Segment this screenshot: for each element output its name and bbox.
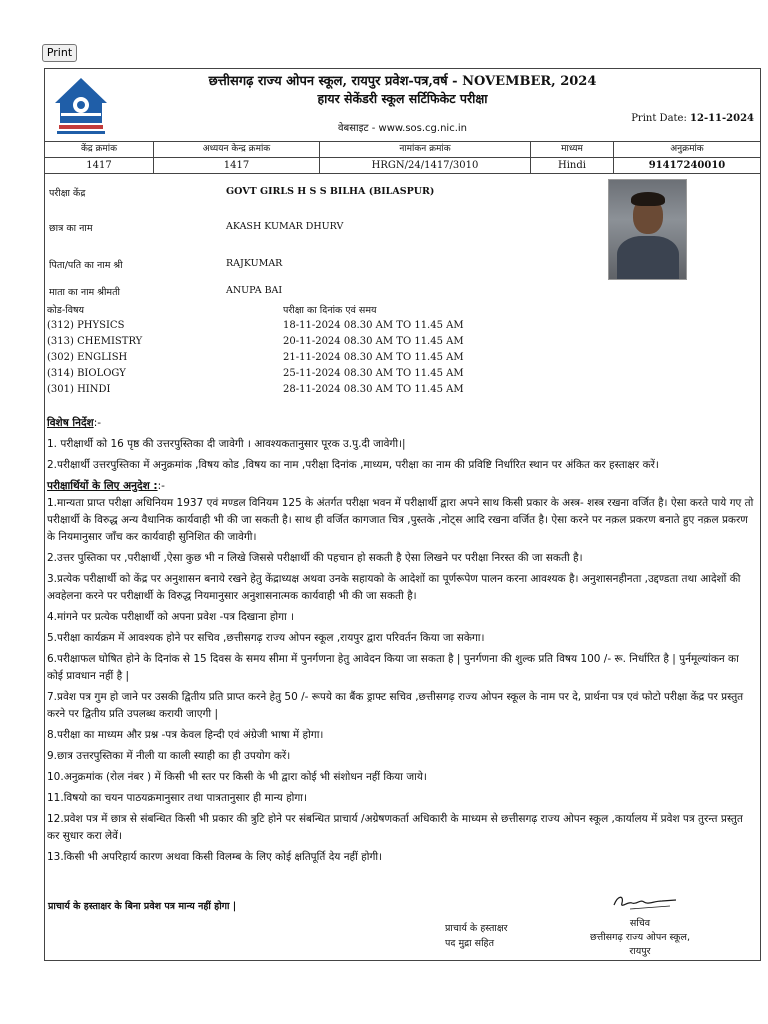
table-cell: HRGN/24/1417/3010 [320,158,531,174]
print-date-value: 12-11-2024 [690,113,754,124]
table-cell: 1417 [45,158,154,174]
special-heading-suffix: :- [93,417,102,429]
exam-centre-label: परीक्षा केंद्र [49,188,86,199]
subject-code: (313) CHEMISTRY [47,336,143,347]
subject-date: 18-11-2024 08.30 AM TO 11.45 AM [283,320,464,331]
instruction-item: 3.प्रत्येक परीक्षार्थी को केंद्र पर अनुशासन बनाये रखने हेतु केंद्राध्यक्ष अथवा उनके सहायको के आदेशों का पूर्णरूपेण पालन करना आवश्यक है। अनुशासनहीनता ,उद्दण्डता तथा आदेशों की अवहेलना करने पर परीक्षार्थी के विरुद्ध नियमानुसार अनुशासनात्मक कार्यवाही भी की जा सकती है। [47,573,741,602]
table-cell: 1417 [154,158,320,174]
secretary-signature [610,891,680,913]
subject-date: 25-11-2024 08.30 AM TO 11.45 AM [283,368,464,379]
table-header: केंद्र क्रमांक [45,142,154,158]
website-text: वेबसाइट - www.sos.cg.nic.in [338,123,467,134]
photo-hair [631,192,665,206]
principal-signature-block [445,921,508,951]
exam-centre-value: GOVT GIRLS H S S BILHA (BILASPUR) [226,186,435,197]
secretary-block [580,917,700,959]
info-table [44,141,761,174]
subject-code: (312) PHYSICS [47,320,125,331]
page-title: छत्तीसगढ़ राज्य ओपन स्कूल, रायपुर प्रवेश-पत्र,वर्ष - NOVEMBER, 2024 [208,74,597,89]
subject-code-header: कोड-विषय [47,305,85,316]
print-button[interactable]: Print [42,44,77,62]
print-date-label: Print Date: [631,113,687,124]
instruction-item: 11.विषयो का चयन पाठयक्रमानुसार तथा पात्रतानुसार ही मान्य होगा। [47,792,308,804]
instruction-item: 13.किसी भी अपरिहार्य कारण अथवा किसी विलम्ब के लिए कोई क्षतिपूर्ति देय नहीं होगी। [47,851,383,863]
instruction-item: 6.परीक्षाफल घोषित होने के दिनांक से 15 दिवस के समय सीमा में पुनर्गणना हेतु आवेदन किया जा सकता है | पुनर्गणना की शुल्क प्रति विषय 100 /- रू. निर्धारित है | पुर्नमूल्यांकन का कोई प्रावधान नहीं है | [47,653,739,682]
subject-code: (301) HINDI [47,384,111,395]
instruction-item: 9.छात्र उत्तरपुस्तिका में नीली या काली स्याही का ही उपयोग करें। [47,750,291,762]
table-header: अनुक्रमांक [614,142,761,158]
student-photo [608,179,687,280]
instruction-item: 4.मांगने पर प्रत्येक परीक्षार्थी को अपना प्रवेश -पत्र दिखाना होगा । [47,611,295,623]
principal-line1: प्राचार्य के हस्ताक्षर [445,923,508,934]
special-instructions [47,415,757,870]
instruction-item: 2.उत्तर पुस्तिका पर ,परीक्षार्थी ,ऐसा कुछ भी न लिखे जिससे परीक्षार्थी की पहचान हो सकती है ऐसा लिखने पर परीक्षा निरस्त की जा सकती है। [47,552,583,564]
instruction-item: 8.परीक्षा का माध्यम और प्रश्न -पत्र केवल हिन्दी एवं अंग्रेजी भाषा में होगा। [47,729,324,741]
table-cell: Hindi [531,158,614,174]
instruction-item: 1. परीक्षार्थी को 16 पृष्ठ की उत्तरपुस्तिका दी जावेगी । आवश्यकतानुसार पूरक उ.पु.दी जावेगी।| [47,438,406,450]
secretary-line2: छत्तीसगढ़ राज्य ओपन स्कूल, [590,932,690,943]
student-name-label: छात्र का नाम [49,223,93,234]
table-header: अध्ययन केन्द्र क्रमांक [154,142,320,158]
table-header: माध्यम [531,142,614,158]
subject-code: (314) BIOLOGY [47,368,126,379]
admit-card [44,68,761,961]
subject-code: (302) ENGLISH [47,352,128,363]
print-date [631,113,754,124]
table-header: नामांकन क्रमांक [320,142,531,158]
discipline-heading-suffix: :- [157,480,165,492]
instruction-item: 5.परीक्षा कार्यक्रम में आवश्यक होने पर सचिव ,छत्तीसगढ़ राज्य ओपन स्कूल ,रायपुर द्वारा परिवर्तन किया जा सकेगा। [47,632,485,644]
exam-date-header: परीक्षा का दिनांक एवं समय [283,305,377,316]
discipline-heading: परीक्षार्थियों के लिए अनुदेश : [47,480,158,492]
instruction-item: 7.प्रवेश पत्र गुम हो जाने पर उसकी द्वितीय प्रति प्राप्त करने हेतु 50 /- रूपये का बैंक ड्राफ्ट सचिव ,छत्तीसगढ़ राज्य ओपन स्कूल के नाम पर दे, प्रार्थना पत्र एवं फोटो परीक्षा केंद्र पर प्रस्तुत करने पर द्वितीय प्रति उपलब्ध करायी जाएगी | [47,691,744,720]
secretary-line1: सचिव [629,918,651,929]
instruction-item: 1.मान्यता प्राप्त परीक्षा अधिनियम 1937 एवं मण्डल विनियम 125 के अंतर्गत परीक्षा भवन में परीक्षार्थी द्वारा अपने साथ किसी प्रकार के अस्त्र- शस्त्र रखना वर्जित है। ऐसा करते पाये गए तो परीक्षार्थी के विरुद्ध अन्य वैधानिक कार्यवाही भी की जा सकती है। साथ ही वर्जित कागजात चित्र ,पुस्तके ,नोट्स आदि रखना वर्जित है। ऐसा करने पर नक़ल प्रकरण बनाते हुए नक़ल प्रकरण के नियमानुसार जाँच कर कार्यवाही सुनिशित की जावेगी। [47,497,754,543]
mother-name-value: ANUPA BAI [226,285,283,296]
student-name-value: AKASH KUMAR DHURV [226,221,344,232]
exam-title: हायर सेकेंडरी स्कूल सर्टिफिकेट परीक्षा [317,91,488,106]
father-name-value: RAJKUMAR [226,258,283,269]
special-heading: विशेष निर्देश [47,417,94,429]
roll-number: 91417240010 [614,158,761,174]
instruction-item: 12.प्रवेश पत्र में छात्र से संबन्धित किसी भी प्रकार की त्रुटि होने पर संबन्धित प्राचार्य /अग्रेषणकर्ता अधिकारी के माध्यम से छत्तीसगढ़ राज्य ओपन स्कूल ,कार्यालय में प्रवेश पत्र तुरन्त प्रस्तुत कर सुधार करा लेवें। [47,813,743,842]
mother-name-label: माता का नाम श्रीमती [49,287,120,298]
subject-date: 20-11-2024 08.30 AM TO 11.45 AM [283,336,464,347]
photo-body [617,236,679,280]
instruction-item: 10.अनुक्रमांक (रोल नंबर ) में किसी भी स्तर पर किसी के भी द्वारा कोई भी संशोधन नहीं किया जाये। [47,771,427,783]
instruction-item: 2.परीक्षार्थी उत्तरपुस्तिका में अनुक्रमांक ,विषय कोड ,विषय का नाम ,परीक्षा दिनांक ,माध्यम, परीक्षा का नाम की प्रविष्टि निर्धारित स्थान पर अंकित कर हस्ताक्षर करें। [47,459,659,471]
subject-date: 21-11-2024 08.30 AM TO 11.45 AM [283,352,464,363]
validity-note: प्राचार्य के हस्ताक्षर के बिना प्रवेश पत्र मान्य नहीं होगा | [48,901,237,912]
father-name-label: पिता/पति का नाम श्री [49,260,123,271]
subject-date: 28-11-2024 08.30 AM TO 11.45 AM [283,384,464,395]
principal-line2: पद मुद्रा सहित [445,938,495,949]
secretary-line3: रायपुर [629,946,651,957]
